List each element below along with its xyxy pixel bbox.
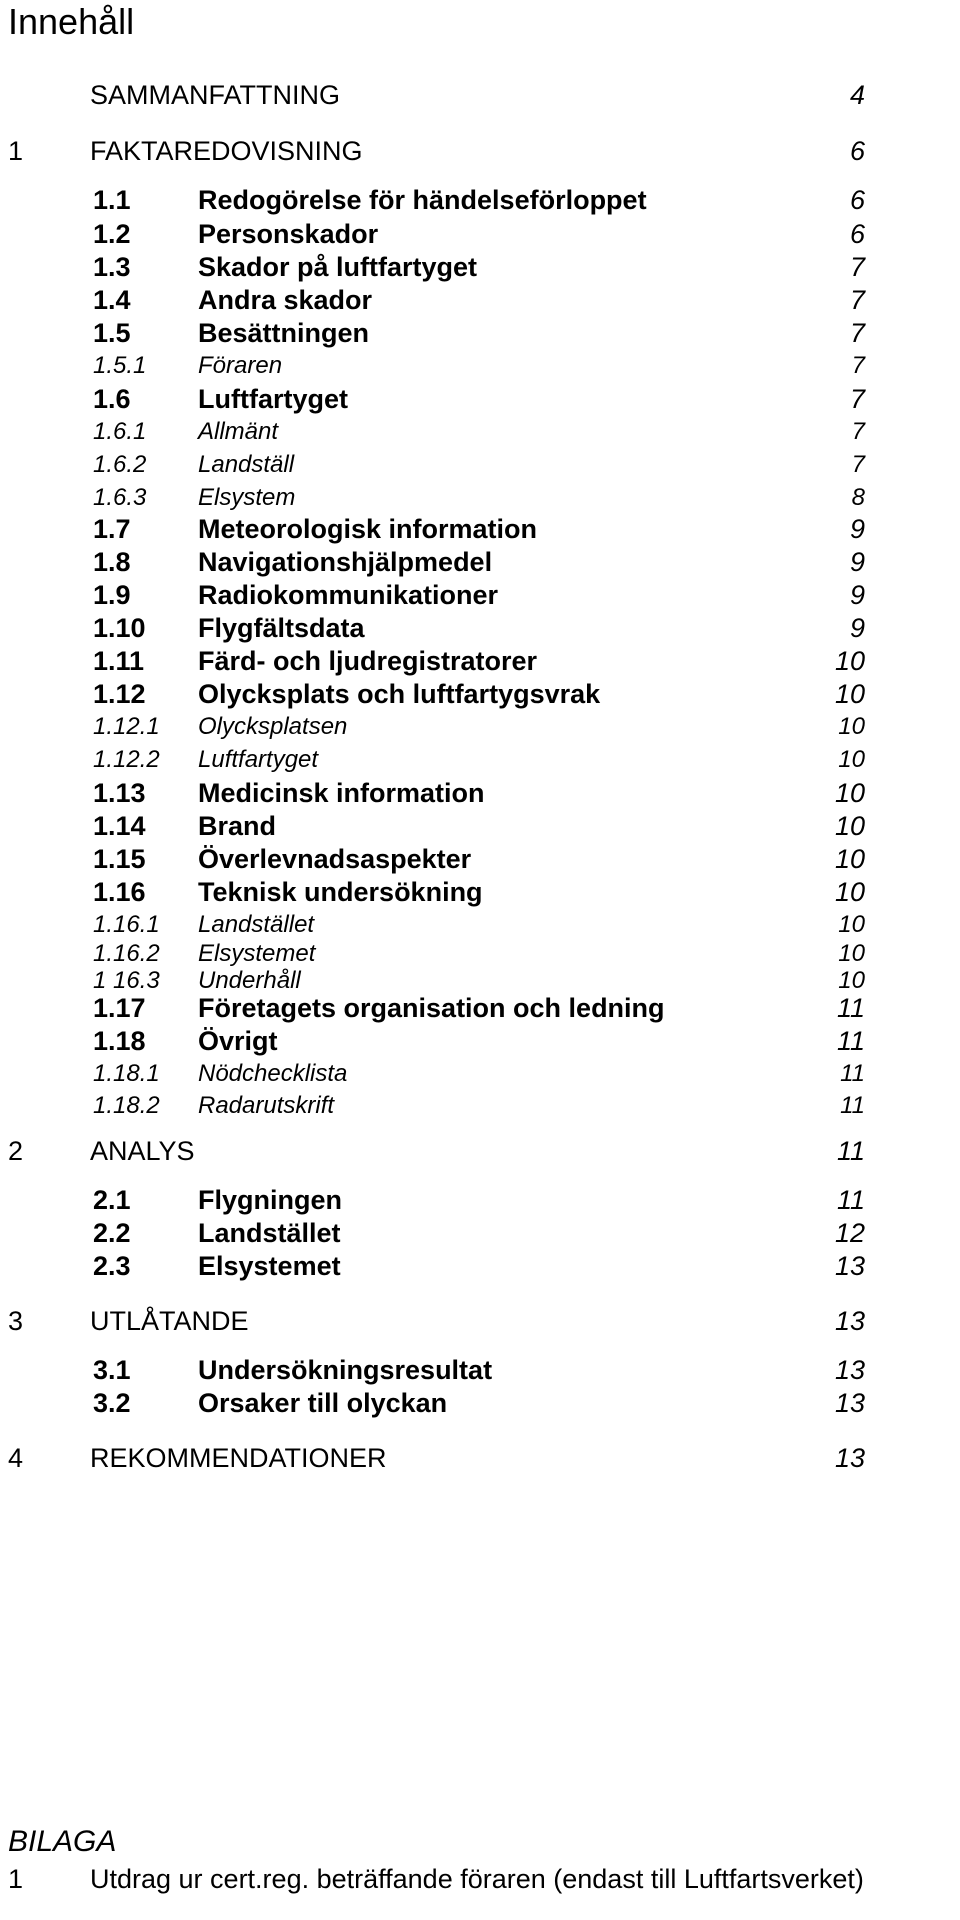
toc-title: Landstället <box>198 911 315 938</box>
toc-title: Undersökningsresultat <box>198 1355 493 1385</box>
toc-section[interactable] <box>0 611 960 645</box>
toc-page-number: 10 <box>834 646 865 676</box>
toc-chapter[interactable] <box>0 1302 960 1340</box>
toc-section[interactable] <box>0 991 960 1025</box>
toc-number: 2.2 <box>93 1218 131 1248</box>
toc-page-number: 7 <box>851 352 865 379</box>
bilaga-item <box>0 1860 960 1894</box>
toc-number: 1.12.1 <box>93 713 160 740</box>
bilaga-item-text: Utdrag ur cert.reg. beträffande föraren (endast till Luftfartsverket) <box>90 1864 864 1894</box>
toc-number: 3.1 <box>93 1355 131 1385</box>
toc-page-number: 7 <box>849 318 865 348</box>
toc-section[interactable] <box>0 677 960 711</box>
toc-number: 1.12 <box>93 679 146 709</box>
toc-number: 1 <box>8 136 24 166</box>
toc-number: 2.1 <box>93 1185 131 1215</box>
toc-chapter[interactable] <box>0 76 960 114</box>
toc-page-number: 10 <box>838 713 865 740</box>
toc-chapter[interactable] <box>0 1439 960 1477</box>
toc-section[interactable] <box>0 316 960 350</box>
toc-title: SAMMANFATTNING <box>90 80 341 110</box>
toc-page-number: 10 <box>834 811 865 841</box>
toc-number: 1.18 <box>93 1026 146 1056</box>
toc-page-number: 4 <box>849 80 865 110</box>
toc-page-number: 11 <box>836 993 865 1023</box>
toc-title: Övrigt <box>198 1026 278 1056</box>
toc-section[interactable] <box>0 382 960 416</box>
toc-title: Olycksplatsen <box>198 713 348 740</box>
toc-page-number: 6 <box>849 136 865 166</box>
toc-section[interactable] <box>0 512 960 546</box>
toc-title: Radiokommunikationer <box>198 580 499 610</box>
toc-section[interactable] <box>0 250 960 284</box>
toc-title: Personskador <box>198 219 379 249</box>
toc-number: 1.5.1 <box>93 352 147 379</box>
toc-page-number: 9 <box>849 514 865 544</box>
toc-number: 1.9 <box>93 580 131 610</box>
toc-page-number: 10 <box>834 844 865 874</box>
toc-title: Företagets organisation och ledning <box>198 993 665 1023</box>
toc-number: 2.3 <box>93 1251 131 1281</box>
toc-title: REKOMMENDATIONER <box>90 1443 387 1473</box>
toc-chapter[interactable] <box>0 132 960 170</box>
toc-title: FAKTAREDOVISNING <box>90 136 363 166</box>
toc-section[interactable] <box>0 1216 960 1250</box>
toc-page-number: 11 <box>836 1026 865 1056</box>
toc-page-number: 13 <box>834 1306 865 1336</box>
toc-title: Underhåll <box>198 967 301 994</box>
toc-page-number: 13 <box>834 1388 865 1418</box>
toc-number: 1.6.3 <box>93 484 147 511</box>
toc-title: Teknisk undersökning <box>198 877 483 907</box>
toc-number: 1.16.1 <box>93 911 160 938</box>
toc-section[interactable] <box>0 1386 960 1420</box>
toc-subsection[interactable] <box>0 415 960 449</box>
toc-title: Elsystemet <box>198 940 316 967</box>
toc-title: Olycksplats och luftfartygsvrak <box>198 679 601 709</box>
toc-subsection[interactable] <box>0 349 960 383</box>
toc-page-number: 9 <box>849 547 865 577</box>
toc-page-number: 11 <box>840 1060 865 1087</box>
toc-page-number: 7 <box>849 285 865 315</box>
toc-title: Elsystem <box>198 484 296 511</box>
toc-page-number: 8 <box>851 484 865 511</box>
toc-title: Överlevnadsaspekter <box>198 844 472 874</box>
toc-title: Landstället <box>198 1218 341 1248</box>
toc-page-number: 12 <box>834 1218 865 1248</box>
toc-number: 1.12.2 <box>93 746 160 773</box>
toc-page-number: 6 <box>849 219 865 249</box>
toc-title: Meteorologisk information <box>198 514 538 544</box>
toc-number: 1.5 <box>93 318 131 348</box>
toc-subsection[interactable] <box>0 1089 960 1123</box>
toc-title: Radarutskrift <box>198 1092 335 1119</box>
toc-section[interactable] <box>0 644 960 678</box>
toc-page-number: 10 <box>834 778 865 808</box>
toc-title: Landställ <box>198 451 295 478</box>
toc-page-number: 11 <box>836 1185 865 1215</box>
toc-title: Besättningen <box>198 318 370 348</box>
toc-title: Orsaker till olyckan <box>198 1388 448 1418</box>
toc-number: 1.11 <box>93 646 145 676</box>
toc-number: 1.6 <box>93 384 131 414</box>
toc-section[interactable] <box>0 1353 960 1387</box>
toc-number: 1 16.3 <box>93 967 160 994</box>
toc-number: 1.7 <box>93 514 131 544</box>
toc-page-number: 11 <box>840 1092 865 1119</box>
toc-title: Brand <box>198 811 277 841</box>
toc-number: 1.13 <box>93 778 146 808</box>
toc-section[interactable] <box>0 1024 960 1058</box>
toc-page-number: 7 <box>849 252 865 282</box>
toc-number: 1.1 <box>93 185 131 215</box>
toc-page-number: 7 <box>851 451 865 478</box>
toc-title: ANALYS <box>90 1136 195 1166</box>
toc-section[interactable] <box>0 578 960 612</box>
toc-title: Andra skador <box>198 285 373 315</box>
toc-subsection[interactable] <box>0 481 960 515</box>
toc-section[interactable] <box>0 183 960 217</box>
toc-title: Luftfartyget <box>198 384 348 414</box>
toc-number: 3 <box>8 1306 24 1336</box>
toc-number: 1.6.2 <box>93 451 147 478</box>
toc-number: 1.14 <box>93 811 146 841</box>
toc-page-number: 7 <box>849 384 865 414</box>
toc-number: 1.15 <box>93 844 146 874</box>
toc-number: 1.16 <box>93 877 146 907</box>
toc-number: 1.18.1 <box>93 1060 160 1087</box>
toc-page-number: 11 <box>836 1136 865 1166</box>
toc-section[interactable] <box>0 842 960 876</box>
toc-section[interactable] <box>0 283 960 317</box>
toc-number: 1.6.1 <box>93 418 147 445</box>
toc-number: 1.8 <box>93 547 131 577</box>
toc-page-number: 6 <box>849 185 865 215</box>
toc-page-number: 10 <box>838 911 865 938</box>
bilaga-item-number: 1 <box>8 1864 24 1894</box>
page-title: Innehåll <box>8 1 135 42</box>
toc-title: Föraren <box>198 352 283 379</box>
toc-title: Nödchecklista <box>198 1060 348 1087</box>
toc-page-number: 10 <box>834 877 865 907</box>
toc-subsection[interactable] <box>0 448 960 482</box>
toc-number: 4 <box>8 1443 24 1473</box>
toc-title: Luftfartyget <box>198 746 319 773</box>
toc-section[interactable] <box>0 217 960 251</box>
toc-title: Flygfältsdata <box>198 613 365 643</box>
toc-page-number: 13 <box>834 1443 865 1473</box>
toc-page-number: 7 <box>851 418 865 445</box>
toc-title: UTLÅTANDE <box>90 1306 249 1336</box>
bilaga-heading: BILAGA <box>8 1825 117 1858</box>
toc-title: Navigationshjälpmedel <box>198 547 493 577</box>
toc-page-number: 10 <box>838 746 865 773</box>
toc-section[interactable] <box>0 809 960 843</box>
toc-number: 1.10 <box>93 613 146 643</box>
toc-section[interactable] <box>0 1249 960 1283</box>
toc-chapter[interactable] <box>0 1132 960 1170</box>
toc-title: Skador på luftfartyget <box>198 252 478 282</box>
toc-subsection[interactable] <box>0 743 960 777</box>
toc-title: Allmänt <box>198 418 279 445</box>
toc-number: 1.17 <box>93 993 146 1023</box>
toc-number: 2 <box>8 1136 24 1166</box>
toc-title: Flygningen <box>198 1185 342 1215</box>
toc-page-number: 13 <box>834 1251 865 1281</box>
toc-subsection[interactable] <box>0 710 960 744</box>
toc-section[interactable] <box>0 875 960 909</box>
toc-title: Färd- och ljudregistratorer <box>198 646 538 676</box>
toc-title: Medicinsk information <box>198 778 485 808</box>
toc-page-number: 10 <box>834 679 865 709</box>
toc-title: Elsystemet <box>198 1251 341 1281</box>
toc-page-number: 9 <box>849 580 865 610</box>
toc-page-number: 10 <box>838 967 865 994</box>
toc-section[interactable] <box>0 1183 960 1217</box>
toc-number: 1.16.2 <box>93 940 160 967</box>
toc-number: 1.3 <box>93 252 131 282</box>
toc-page-number: 10 <box>838 940 865 967</box>
toc-page-number: 9 <box>849 613 865 643</box>
toc-number: 1.2 <box>93 219 131 249</box>
toc-subsection[interactable] <box>0 1057 960 1091</box>
toc-number: 3.2 <box>93 1388 131 1418</box>
toc-title: Redogörelse för händelseförloppet <box>198 185 647 215</box>
toc-section[interactable] <box>0 545 960 579</box>
toc-section[interactable] <box>0 776 960 810</box>
toc-number: 1.18.2 <box>93 1092 160 1119</box>
toc-page-number: 13 <box>834 1355 865 1385</box>
toc-number: 1.4 <box>93 285 131 315</box>
